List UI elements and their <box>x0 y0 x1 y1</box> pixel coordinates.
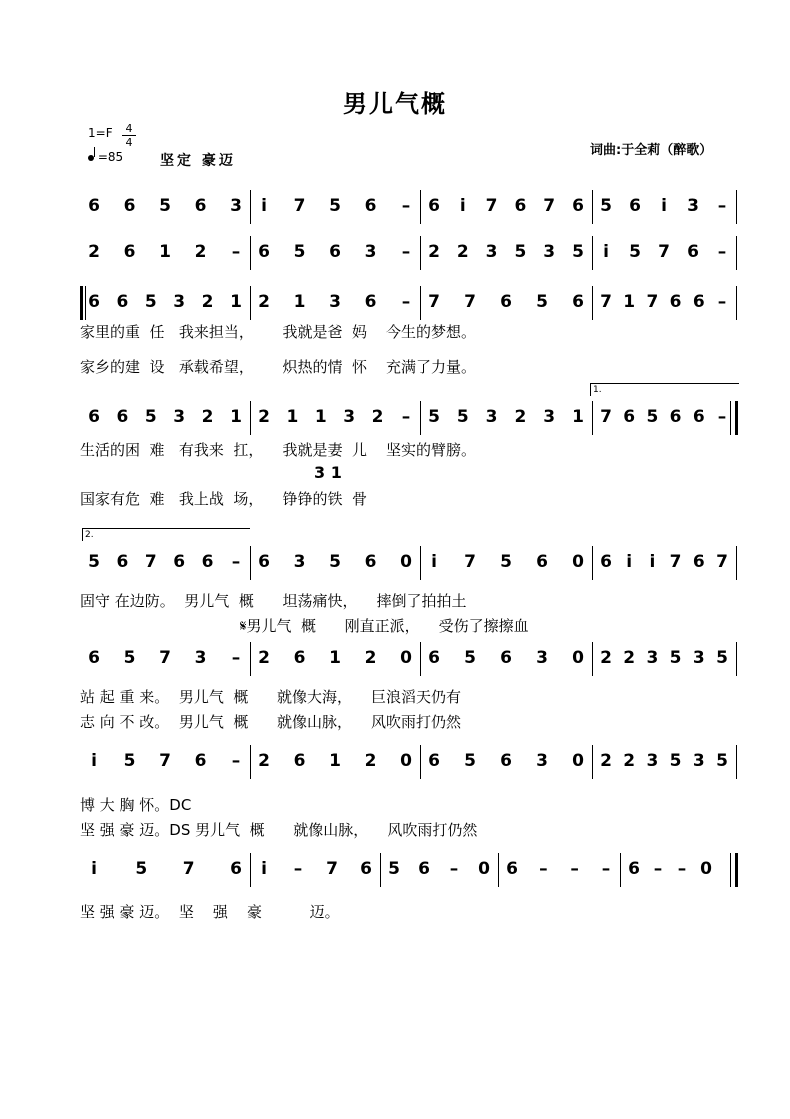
note: 6 <box>623 407 636 427</box>
note: – <box>653 859 663 879</box>
note: 2 <box>364 648 377 668</box>
note: 3 <box>364 242 377 262</box>
note: 6 <box>500 648 512 668</box>
note: 3 <box>194 648 207 668</box>
barline <box>250 853 251 887</box>
note: 6 <box>418 859 430 879</box>
note: 6 <box>428 196 440 216</box>
note: 6 <box>194 751 207 771</box>
note: 6 <box>692 552 705 572</box>
barline <box>592 286 593 320</box>
note: 6 <box>364 292 377 312</box>
note: 6 <box>88 407 100 427</box>
note: – <box>677 859 687 879</box>
note: 3 <box>329 292 341 312</box>
barline <box>736 642 737 676</box>
note: 3 <box>687 196 699 216</box>
note: i <box>603 242 609 262</box>
note: 5 <box>716 751 728 771</box>
note: 6 <box>514 196 527 216</box>
note: 1 <box>572 407 584 427</box>
barline <box>420 286 421 320</box>
note: 6 <box>692 292 705 312</box>
note: 5 <box>144 292 157 312</box>
key-signature: 1=F <box>88 126 113 140</box>
note: 6 <box>173 552 186 572</box>
barline <box>736 745 737 779</box>
barline <box>250 546 251 580</box>
note: 1 <box>293 292 306 312</box>
note: 0 <box>572 552 584 572</box>
credit: 词曲:于全莉（醉歌） <box>590 143 713 158</box>
note: 7 <box>543 196 556 216</box>
barline <box>420 745 421 779</box>
note: 7 <box>485 196 498 216</box>
note: 6 <box>629 196 641 216</box>
note: i <box>91 859 97 879</box>
note: 6 <box>123 242 136 262</box>
barline <box>736 546 737 580</box>
barline <box>380 853 381 887</box>
note: 5 <box>88 552 100 572</box>
note: – <box>231 552 241 572</box>
barline <box>592 642 593 676</box>
note: 2 <box>258 292 270 312</box>
note: 7 <box>159 648 171 668</box>
note: 2 <box>258 407 270 427</box>
note: 6 <box>116 292 129 312</box>
note: 5 <box>536 292 548 312</box>
barline <box>250 745 251 779</box>
note: 6 <box>293 751 306 771</box>
notation-row <box>80 190 740 224</box>
note: 7 <box>716 552 728 572</box>
note: 7 <box>464 292 476 312</box>
quarter-note-icon <box>88 155 94 161</box>
note: 3 <box>230 196 242 216</box>
note: 1 <box>230 407 242 427</box>
alt-notes: 3 1 <box>314 463 342 482</box>
note: 7 <box>646 292 659 312</box>
barline <box>592 190 593 224</box>
note: 2 <box>514 407 527 427</box>
note: 3 <box>343 407 356 427</box>
note: i <box>431 552 437 572</box>
note: 2 <box>371 407 384 427</box>
note: – <box>401 407 411 427</box>
lyric-line: 坚 强 豪 迈。DS 男儿气 概 就像山脉， 风吹雨打仍然 <box>80 821 478 839</box>
note: 5 <box>123 648 136 668</box>
note: 2 <box>428 242 440 262</box>
note: – <box>293 859 303 879</box>
note: 5 <box>135 859 148 879</box>
note: 6 <box>88 196 100 216</box>
note: 5 <box>329 552 341 572</box>
barline <box>250 236 251 270</box>
note: 5 <box>329 196 341 216</box>
lyric-line: 𝄋男儿气 概 刚直正派， 受伤了擦擦血 <box>240 617 529 635</box>
note: 6 <box>500 292 512 312</box>
note: 5 <box>716 648 728 668</box>
note: 6 <box>572 196 584 216</box>
notation-row <box>80 642 740 676</box>
note: 6 <box>428 751 440 771</box>
note: 5 <box>464 751 476 771</box>
note: 5 <box>514 242 527 262</box>
note: – <box>717 196 727 216</box>
note: 3 <box>485 407 498 427</box>
note: 1 <box>159 242 171 262</box>
note: 6 <box>293 648 306 668</box>
note: – <box>231 751 241 771</box>
note: 6 <box>201 552 214 572</box>
barline <box>592 401 593 435</box>
lyric-line: 家乡的建 设 承载希望， 炽热的情 怀 充满了力量。 <box>80 358 477 376</box>
barline <box>250 286 251 320</box>
note: 6 <box>600 552 612 572</box>
note: 7 <box>326 859 338 879</box>
note: 7 <box>600 407 612 427</box>
note: 5 <box>144 407 157 427</box>
barline <box>592 745 593 779</box>
barline <box>250 190 251 224</box>
barline <box>735 853 738 887</box>
barline <box>420 546 421 580</box>
note: 6 <box>123 196 136 216</box>
note: 5 <box>600 196 612 216</box>
note: 6 <box>88 648 100 668</box>
note: 6 <box>687 242 699 262</box>
lyric-line: 家里的重 任 我来担当， 我就是爸 妈 今生的梦想。 <box>80 323 477 341</box>
note: 7 <box>144 552 157 572</box>
barline <box>85 286 86 320</box>
lyric-line: 生活的困 难 有我来 扛， 我就是妻 儿 坚实的臂膀。 <box>80 441 477 459</box>
note: – <box>401 292 411 312</box>
lyric-line: 站 起 重 来。 男儿气 概 就像大海， 巨浪滔天仍有 <box>80 688 462 706</box>
note: – <box>401 242 411 262</box>
note: – <box>231 648 241 668</box>
note: 2 <box>456 242 469 262</box>
note: 0 <box>400 552 412 572</box>
note: 6 <box>572 292 584 312</box>
note: – <box>717 292 727 312</box>
note: 6 <box>88 292 100 312</box>
note: 6 <box>669 292 682 312</box>
lyric-line: 志 向 不 改。 男儿气 概 就像山脉， 风吹雨打仍然 <box>80 713 462 731</box>
barline <box>420 190 421 224</box>
barline <box>250 401 251 435</box>
note: i <box>91 751 97 771</box>
lyric-line: 国家有危 难 我上战 场， 铮铮的铁 骨 <box>80 490 367 508</box>
volta-1: 1. <box>590 383 739 396</box>
note: 7 <box>600 292 612 312</box>
song-title: 男儿气概 <box>343 90 447 118</box>
note: 0 <box>400 648 412 668</box>
note: 1 <box>329 648 341 668</box>
note: 2 <box>364 751 377 771</box>
barline <box>736 286 737 320</box>
note: 2 <box>258 751 270 771</box>
barline <box>420 642 421 676</box>
note: 3 <box>692 751 705 771</box>
note: 6 <box>500 751 512 771</box>
note: 0 <box>478 859 490 879</box>
barline <box>592 236 593 270</box>
note: 6 <box>364 196 377 216</box>
note: 5 <box>669 751 682 771</box>
note: 3 <box>173 292 186 312</box>
tempo-marking: =85 <box>88 150 123 164</box>
note: – <box>601 859 611 879</box>
note: 6 <box>628 859 640 879</box>
note: 3 <box>173 407 186 427</box>
note: 6 <box>669 407 682 427</box>
note: 6 <box>506 859 518 879</box>
note: 6 <box>692 407 705 427</box>
note: 7 <box>669 552 682 572</box>
note: 3 <box>536 648 548 668</box>
note: 6 <box>194 196 207 216</box>
barline <box>592 546 593 580</box>
note: 2 <box>88 242 100 262</box>
note: 6 <box>116 407 129 427</box>
note: 5 <box>293 242 306 262</box>
note: 6 <box>428 648 440 668</box>
note: 5 <box>456 407 469 427</box>
notation-row <box>80 236 740 270</box>
note: 0 <box>400 751 412 771</box>
barline <box>620 853 621 887</box>
note: 5 <box>428 407 440 427</box>
note: 3 <box>536 751 548 771</box>
note: 3 <box>485 242 498 262</box>
note: 5 <box>669 648 682 668</box>
note: 2 <box>201 407 214 427</box>
note: 5 <box>500 552 512 572</box>
note: 3 <box>543 407 556 427</box>
note: 7 <box>464 552 476 572</box>
note: i <box>661 196 667 216</box>
note: 3 <box>692 648 705 668</box>
note: 3 <box>293 552 306 572</box>
note: 6 <box>536 552 548 572</box>
note: 7 <box>428 292 440 312</box>
note: 2 <box>258 648 270 668</box>
note: 3 <box>646 648 659 668</box>
note: 6 <box>258 552 270 572</box>
note: – <box>449 859 459 879</box>
note: 5 <box>646 407 659 427</box>
barline <box>730 853 731 887</box>
barline <box>250 642 251 676</box>
note: i <box>459 196 466 216</box>
notation-row <box>80 853 740 887</box>
note: 3 <box>543 242 556 262</box>
note: 0 <box>572 648 584 668</box>
note: – <box>231 242 241 262</box>
note: 5 <box>572 242 584 262</box>
note: i <box>649 552 656 572</box>
note: 1 <box>230 292 242 312</box>
note: 6 <box>360 859 372 879</box>
note: i <box>261 859 267 879</box>
note: 6 <box>364 552 377 572</box>
notation-row <box>80 546 740 580</box>
note: i <box>626 552 633 572</box>
note: 2 <box>623 648 636 668</box>
note: – <box>717 407 727 427</box>
lyric-line: 博 大 胸 怀。DC <box>80 796 192 814</box>
barline <box>735 401 738 435</box>
note: 2 <box>600 751 612 771</box>
note: 6 <box>258 242 270 262</box>
barline <box>498 853 499 887</box>
barline <box>736 190 737 224</box>
note: – <box>570 859 579 879</box>
note: 5 <box>159 196 171 216</box>
note: 2 <box>201 292 214 312</box>
note: – <box>401 196 411 216</box>
barline <box>420 236 421 270</box>
notation-row <box>80 745 740 779</box>
note: i <box>261 196 267 216</box>
lyric-line: 固守 在边防。 男儿气 概 坦荡痛快， 摔倒了拍拍土 <box>80 592 467 610</box>
note: 1 <box>286 407 299 427</box>
note: 7 <box>658 242 670 262</box>
expression-marking: 坚定 豪迈 <box>160 153 236 169</box>
note: 3 <box>646 751 659 771</box>
note: 5 <box>388 859 400 879</box>
note: 2 <box>623 751 636 771</box>
note: 1 <box>623 292 636 312</box>
note: 7 <box>293 196 306 216</box>
note: 5 <box>123 751 136 771</box>
barline <box>730 401 731 435</box>
note: 0 <box>572 751 584 771</box>
note: 6 <box>230 859 242 879</box>
note: 6 <box>116 552 129 572</box>
note: 5 <box>464 648 476 668</box>
barline <box>736 236 737 270</box>
barline <box>420 401 421 435</box>
note: 6 <box>329 242 341 262</box>
lyric-line: 坚 强 豪 迈。 坚 强 豪 迈。 <box>80 903 340 921</box>
note: – <box>539 859 548 879</box>
time-signature: 4 4 <box>122 122 136 149</box>
note: 0 <box>700 859 712 879</box>
note: 2 <box>194 242 207 262</box>
note: – <box>717 242 727 262</box>
notation-row <box>80 286 740 320</box>
note: 1 <box>329 751 341 771</box>
note: 2 <box>600 648 612 668</box>
note: 1 <box>314 407 327 427</box>
volta-2: 2. <box>82 528 250 541</box>
note: 7 <box>182 859 195 879</box>
note: 5 <box>629 242 641 262</box>
notation-row <box>80 401 740 435</box>
note: 7 <box>159 751 171 771</box>
barline <box>80 286 83 320</box>
